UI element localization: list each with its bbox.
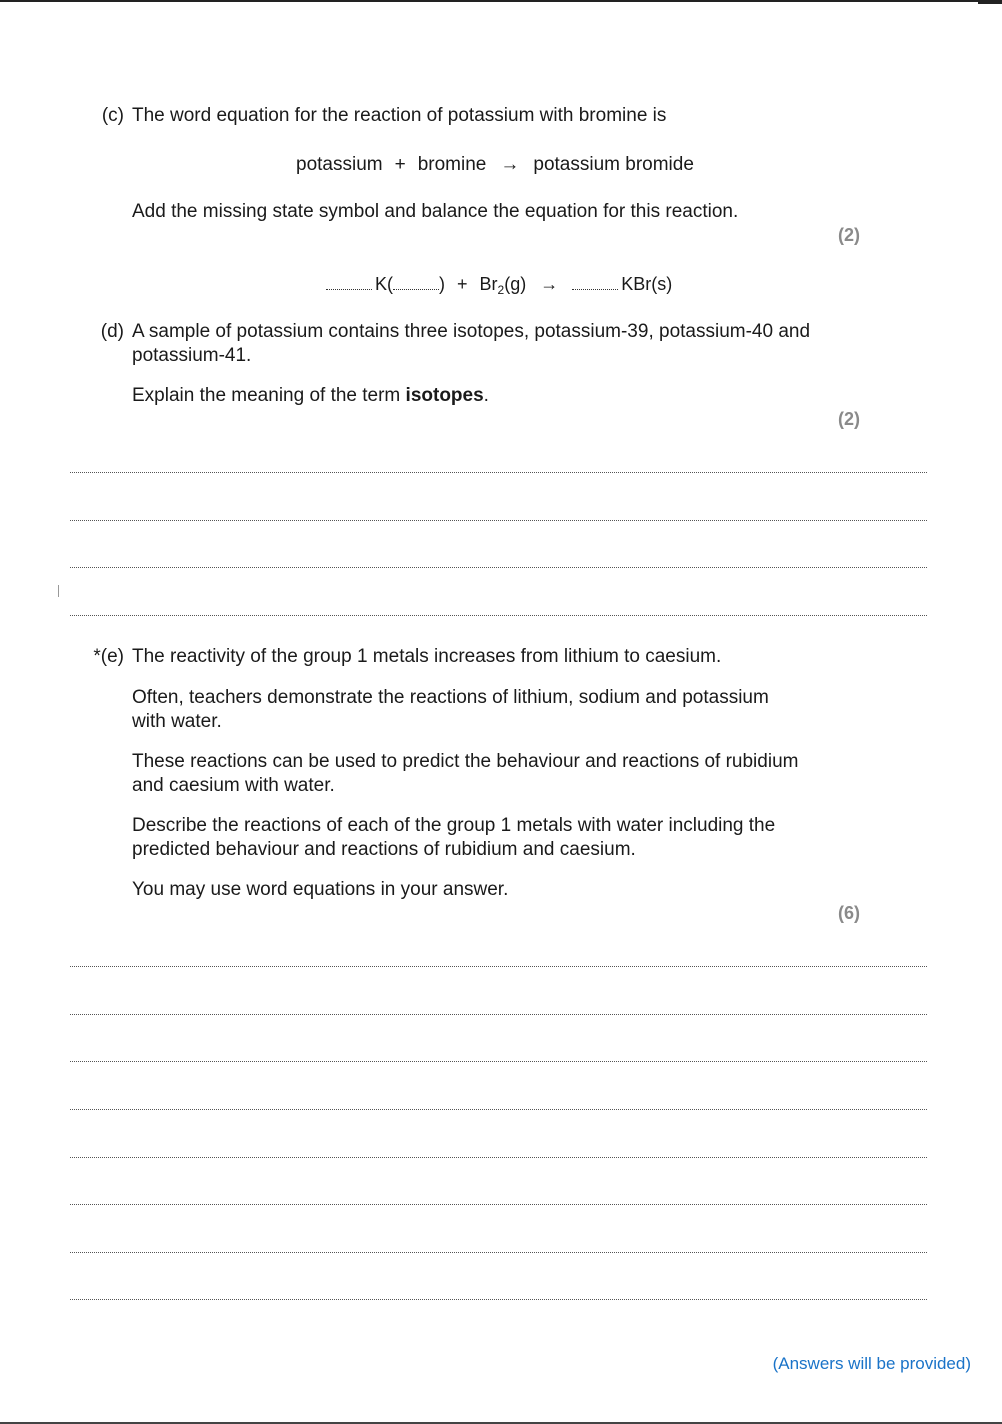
symbol-plus: + — [457, 274, 468, 294]
k-coefficient-blank[interactable] — [326, 288, 372, 290]
part-c-marks: (2) — [838, 225, 860, 245]
word-plus: + — [394, 154, 406, 175]
margin-tick — [58, 585, 59, 597]
part-d-instruction-suffix: . — [483, 385, 489, 406]
part-e-paragraph-2: Often, teachers demonstrate the reactions of lithium, sodium and potassium with water. — [132, 687, 769, 732]
word-reactant-bromine: bromine — [417, 154, 487, 175]
answer-line-e-4[interactable] — [70, 1109, 927, 1110]
part-e-label: *(e) — [93, 646, 124, 667]
k-state-blank[interactable] — [393, 288, 439, 290]
part-c-instruction: Add the missing state symbol and balance the equation for this reaction. — [132, 201, 739, 222]
symbol-equation — [326, 272, 672, 298]
answer-line-e-7[interactable] — [70, 1252, 927, 1253]
answer-line-e-3[interactable] — [70, 1061, 927, 1062]
part-d-intro: A sample of potassium contains three isotopes, potassium-39, potassium-40 and potassium-41. — [132, 321, 811, 366]
part-e-paragraph-1: The reactivity of the group 1 metals increases from lithium to caesium. — [132, 646, 722, 667]
part-e-paragraph-4: Describe the reactions of each of the group 1 metals with water including the predicted behaviour and reactions of rubidium and caesium. — [132, 815, 776, 860]
k-suffix: ) — [439, 274, 445, 294]
word-arrow: → — [500, 154, 520, 175]
word-reactant-potassium: potassium — [296, 154, 383, 175]
part-d-label: (d) — [100, 321, 124, 342]
part-d-instruction-prefix: Explain the meaning of the term — [132, 385, 406, 406]
word-product: potassium bromide — [533, 154, 694, 175]
answer-line-d-3[interactable] — [70, 567, 927, 568]
word-equation — [296, 153, 694, 177]
kbr-coefficient-blank[interactable] — [572, 288, 618, 290]
answer-line-e-1[interactable] — [70, 966, 927, 967]
part-d-instruction — [132, 384, 832, 408]
answer-line-d-2[interactable] — [70, 520, 927, 521]
answer-line-e-2[interactable] — [70, 1014, 927, 1015]
symbol-arrow: → — [540, 274, 559, 294]
answer-line-e-8[interactable] — [70, 1299, 927, 1300]
part-e-paragraph-3: These reactions can be used to predict the behaviour and reactions of rubidium and caesium with water. — [132, 751, 799, 796]
k-prefix: K( — [375, 274, 393, 294]
br-subscript: 2 — [497, 283, 505, 297]
top-rule-tab — [978, 0, 1002, 4]
top-rule — [0, 0, 1002, 2]
answer-line-d-1[interactable] — [70, 472, 927, 473]
br-state: (g) — [504, 274, 527, 294]
br-symbol: Br — [479, 274, 498, 294]
part-e-marks: (6) — [838, 903, 860, 923]
answers-provided-note: (Answers will be provided) — [772, 1354, 971, 1373]
part-d-term-isotopes: isotopes — [405, 385, 484, 406]
part-c-intro: The word equation for the reaction of potassium with bromine is — [132, 105, 667, 126]
answer-line-d-4[interactable] — [70, 615, 927, 616]
symbol-product: KBr(s) — [621, 274, 673, 294]
answer-line-e-5[interactable] — [70, 1157, 927, 1158]
part-c-label: (c) — [101, 105, 124, 126]
answer-line-e-6[interactable] — [70, 1204, 927, 1205]
part-e-paragraph-5: You may use word equations in your answer. — [132, 879, 509, 900]
part-d-marks: (2) — [838, 409, 860, 429]
